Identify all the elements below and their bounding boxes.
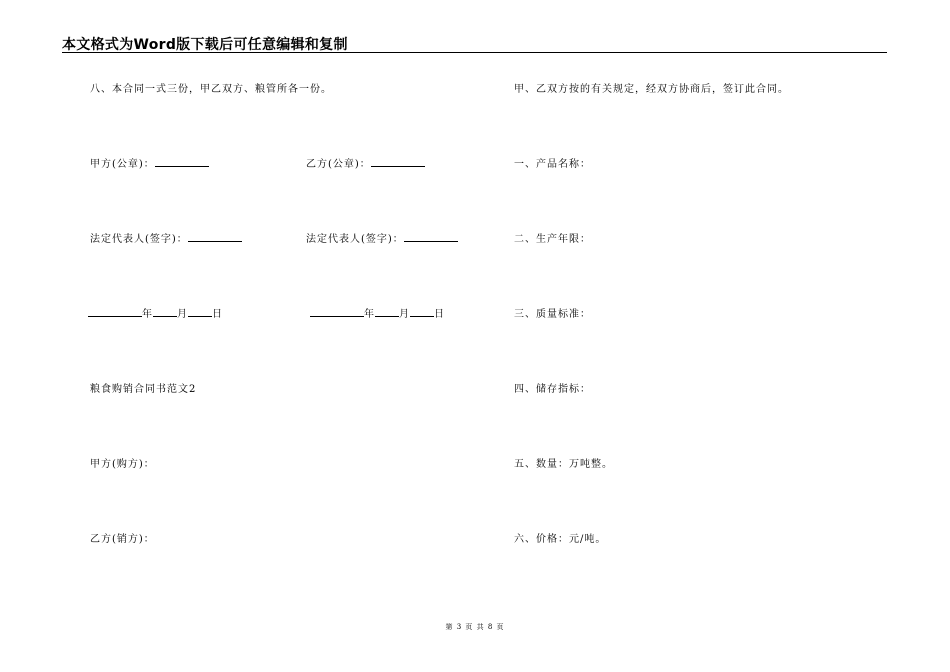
party-a-rep-label: 法定代表人(签字)： (90, 234, 188, 245)
party-b-year-label: 年 (364, 309, 375, 320)
item-storage-index: 四、储存指标： (514, 384, 591, 395)
party-a-seal-blank (155, 156, 209, 167)
party-b-seal-blank (371, 156, 425, 167)
party-b-day-label: 日 (434, 309, 445, 320)
party-a-month-label: 月 (177, 309, 188, 320)
item-price: 六、价格：元/吨。 (514, 534, 607, 545)
buyer-party-label: 甲方(购方)： (90, 459, 155, 470)
party-b-rep-blank (404, 231, 458, 242)
document-header-title: 本文格式为Word版下载后可任意编辑和复制 (62, 37, 348, 53)
party-b-seal-label: 乙方(公章)： (306, 159, 371, 170)
item-product-name: 一、产品名称： (514, 159, 591, 170)
party-a-year-label: 年 (142, 309, 153, 320)
party-b-month-label: 月 (399, 309, 410, 320)
party-a-month-blank (153, 306, 177, 317)
party-b-seal-line (306, 155, 425, 170)
contract-intro: 甲、乙双方按的有关规定，经双方协商后，签订此合同。 (514, 84, 789, 95)
seller-party-label: 乙方(销方)： (90, 534, 155, 545)
party-b-day-blank (410, 306, 434, 317)
clause-8-copies: 八、本合同一式三份，甲乙双方、粮管所各一份。 (90, 84, 332, 95)
party-a-rep-line (90, 230, 242, 245)
party-a-date-line (88, 305, 223, 320)
party-a-day-blank (188, 306, 212, 317)
party-b-date-line (310, 305, 445, 320)
party-a-seal-label: 甲方(公章)： (90, 159, 155, 170)
party-a-seal-line (90, 155, 209, 170)
party-a-rep-blank (188, 231, 242, 242)
party-b-year-blank (310, 306, 364, 317)
page-number: 第 3 页 共 8 页 (445, 623, 505, 631)
item-quality-standard: 三、质量标准： (514, 309, 591, 320)
party-b-rep-line (306, 230, 458, 245)
header-divider (62, 52, 887, 53)
party-b-month-blank (375, 306, 399, 317)
party-b-rep-label: 法定代表人(签字)： (306, 234, 404, 245)
sample-contract-title: 粮食购销合同书范文2 (90, 384, 197, 395)
party-a-year-blank (88, 306, 142, 317)
item-quantity: 五、数量：万吨整。 (514, 459, 613, 470)
item-production-year: 二、生产年限： (514, 234, 591, 245)
party-a-day-label: 日 (212, 309, 223, 320)
